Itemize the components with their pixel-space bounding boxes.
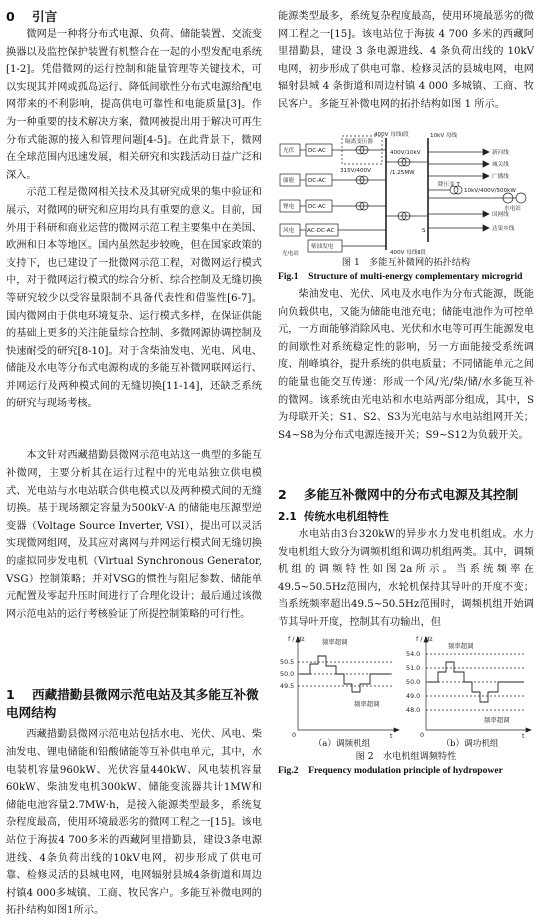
svg-text:频率超调: 频率超调 bbox=[448, 642, 474, 650]
svg-text:隔离变压器: 隔离变压器 bbox=[345, 139, 373, 145]
microgrid-topology-diagram bbox=[278, 132, 534, 256]
svg-text:10kV/400V/500kW: 10kV/400V/500kW bbox=[464, 188, 516, 194]
section-1-paragraph-1-cont: 能源类型最多，系统复杂程度最高，使用环境最恶劣的微网工程之一[15]。该电站位于海拔 4 700 多米的西藏阿里措勤县，建设 3 条电源进线、4 条负荷出线的 10kV 电网，初步形成了供电可靠、检修灵活的县城电网，电网辐射县城 4 条街道和周边村镇 4 000 多城镇、工商、牧民客户。多能互补微电网的拓扑结构如图 1 所示。 bbox=[278, 11, 534, 110]
svg-text:广播线: 广播线 bbox=[492, 174, 509, 180]
svg-text:S: S bbox=[422, 228, 426, 234]
svg-text:400V 母线Ⅰ段: 400V 母线Ⅰ段 bbox=[374, 132, 409, 138]
svg-text:f / Hz: f / Hz bbox=[416, 635, 433, 643]
section-1-paragraph-1: 西藏措勤县微网示范电站包括水电、光伏、风电、柴油发电、锂电储能和铅酸储能等互补供电单元，其中，水电装机容量960kW、光伏容量440kW、风电装机容量60kW、柴油发电机300kW、储能变流器共计1MW和储能电池容量2.7MW·h，是接入能源类型最多，系统复杂程度最高，使用环境最恶劣的微网工程之一[15]。该电站位于海拔4 700多米的西藏阿里措勤县，建设3条电源进线、4条负荷出线的10kV电网，初步形成了供电可靠、检修灵活的县城电网，电网辐射县城4条街道和周边村镇4 000多城镇、工商、牧民客户。多能互补微电网的拓扑结构如图1所示。 bbox=[6, 729, 262, 917]
svg-text:t: t bbox=[522, 732, 525, 740]
intro-paragraph-1: 微网是一种将分布式电源、负荷、储能装置、交流变换器以及监控保护装置有机整合在一起的小型发配电系统[1-2]。凭借微网的运行控制和能量管理等关键技术，可以实现其并网或孤岛运行、降低间歇性分布式电源给配电网带来的不利影响，提高供电可靠性和电能质量[3]。作为一种重要的技术解决方案，微网被提出用于解决可再生分布式能源的接入和管理问题[4-5]。在此背景下，微网在全球范围内迅速发展，相关研究和实践活动日益广泛和深入。 bbox=[6, 29, 262, 181]
svg-text:达果乡线: 达果乡线 bbox=[492, 226, 515, 232]
intro-heading: 0 引言 bbox=[6, 9, 58, 24]
section-1-heading: 1 西藏措勤县微网示范电站及其多能互补微电网结构 bbox=[6, 687, 259, 721]
svg-text:DC-AC: DC-AC bbox=[308, 178, 326, 184]
figure-2-subcaptions: （a）调频机组 （b）调功机组 bbox=[313, 739, 499, 749]
svg-text:50.5: 50.5 bbox=[280, 658, 295, 666]
figure-2-caption: 图 2 水电机组调频特性 bbox=[355, 751, 457, 762]
svg-text:48.0: 48.0 bbox=[406, 706, 421, 714]
svg-text:AC-DC-AC: AC-DC-AC bbox=[307, 228, 335, 234]
svg-text:/1.25MW: /1.25MW bbox=[390, 170, 415, 176]
svg-text:f / Hz: f / Hz bbox=[288, 635, 305, 643]
section-2-1-paragraph-1: 水电站由3台320kW的异步水力发电机组成。水力发电机组大致分为调频机组和调功机组两类。其中，调频机组的调频特性如图2a所示。当系统频率在49.5~50.5Hz范围内，水轮机保持其导叶的开度不变；当系统频率超出49.5~50.5Hz范围时，调频机组开始调节其导叶开度，控制其有功输出，但 bbox=[278, 529, 534, 628]
svg-text:DC-AC: DC-AC bbox=[308, 148, 326, 154]
section-2-1-heading: 2.1 传统水电机组特性 bbox=[278, 511, 389, 523]
left-column bbox=[6, 8, 262, 917]
svg-text:0: 0 bbox=[292, 731, 297, 739]
intro-paragraph-2: 示范工程是微网相关技术及其研究成果的集中验证和展示，对微网的研究和应用均具有重要的意义。目前，国外用于科研和商业运营的微网示范工程主要集中在美国、欧洲和日本等地区。国内虽然起步较晚，但在国家政策的支持下，也已建设了一批微网示范工程，对微网运行模式中，对于微网运行模式的综合分析、综合控制及无缝切换等研究较少以受容量限制不具备代表性和借鉴性[6-7]。国内微网由于供电环境复杂、运行模式多样，在保证供能的基础上更多的关注能量综合控制、多微网源协调控制及快速耐受的研究[8-10]。对于含柴油发电、光电、风电、储能及水电等分布式电源构成的多能互补微网联网运行、并网运行及两种模式间的无缝切换[11-14]，还缺乏系统的研究与现场考核。 bbox=[6, 187, 262, 410]
svg-text:54.0: 54.0 bbox=[406, 650, 421, 658]
svg-text:降压变 T: 降压变 T bbox=[438, 182, 460, 188]
svg-text:新河线: 新河线 bbox=[492, 150, 509, 156]
svg-text:柴油发电: 柴油发电 bbox=[311, 244, 334, 250]
svg-text:城关线: 城关线 bbox=[492, 162, 509, 168]
figure-1 bbox=[278, 132, 534, 256]
svg-text:光伏: 光伏 bbox=[283, 148, 295, 154]
intro-paragraph-3: 本文针对西藏措勤县微网示范电站这一典型的多能互补微网，主要分析其在运行过程中的光电站独立供电模式、光电站与水电站联合供电模式以及两种模式间的无缝切换。基于现场额定容量为500kV·A 的储能电压源型逆变器（Voltage Source Inverter, VSI），提出可以灵活实现微网组网，及其应对离网与并网运行模式间无缝切换的虚拟同步发电机（Virtual Synchronous Generator, VSG）控制策略；并对VSG的惯性与阻尼参数、储能单元配置及零起升压时间进行了合理化设计；最后通过该微网示范电站的运行考核验证了所提控制策略的可行性。 bbox=[6, 450, 262, 620]
section-1-paragraph-2: 柴油发电、光伏、风电及水电作为分布式能源，既能向负载供电，又能为储能电池充电；储能电池作为可控单元，一方面能够消除风电、光伏和水电等可再生能源发电的间歇性对系统稳定性的影响，另一方面能接受系统调度、削峰填谷，提升系统的供电质量；不同储能单元之间的能量也能交互传递：形成一个风/光/柴/储/水多能互补的微网。该系统由光电站和水电站两部分组成，其中，S为母联开关；S1、S2、S3为光电站与水电站组网开关；S4~S8为分布式电源连接开关；S9~S12为负载开关。 bbox=[278, 289, 534, 441]
svg-text:49.5: 49.5 bbox=[280, 682, 295, 690]
svg-text:频率超调: 频率超调 bbox=[484, 716, 510, 724]
figure-2-caption-en: Fig.2 Frequency modulation principle of hydropower bbox=[278, 765, 503, 776]
figure-1-caption-en: Fig.1 Structure of multi-energy complementary microgrid bbox=[278, 271, 523, 282]
svg-text:t: t bbox=[390, 732, 393, 740]
svg-text:频率超调: 频率超调 bbox=[322, 638, 348, 646]
svg-text:0: 0 bbox=[420, 731, 425, 739]
section-2-heading: 2 多能互补微网中的分布式电源及其控制 bbox=[278, 487, 519, 502]
right-column bbox=[278, 8, 534, 778]
svg-text:50.0: 50.0 bbox=[280, 670, 295, 678]
svg-text:光电站: 光电站 bbox=[282, 251, 299, 257]
svg-text:DC-AC: DC-AC bbox=[308, 204, 326, 210]
svg-text:315V/400V: 315V/400V bbox=[340, 168, 371, 174]
frequency-modulation-chart bbox=[278, 634, 534, 738]
svg-text:10kV 母线: 10kV 母线 bbox=[430, 133, 458, 139]
svg-text:风电: 风电 bbox=[283, 228, 295, 234]
svg-text:50.0: 50.0 bbox=[406, 678, 421, 686]
svg-text:频率超调: 频率超调 bbox=[354, 700, 380, 708]
svg-text:49.0: 49.0 bbox=[406, 692, 421, 700]
svg-text:51.0: 51.0 bbox=[406, 664, 421, 672]
figure-1-caption: 图 1 多能互补微网的拓扑结构 bbox=[341, 257, 471, 268]
svg-text:400V/10kV: 400V/10kV bbox=[390, 150, 421, 156]
svg-text:400V 母线Ⅱ段: 400V 母线Ⅱ段 bbox=[390, 250, 426, 256]
svg-text:国网线: 国网线 bbox=[492, 212, 509, 218]
svg-text:锂电: 锂电 bbox=[283, 204, 295, 210]
svg-text:水电站: 水电站 bbox=[504, 206, 521, 212]
figure-2 bbox=[278, 634, 534, 738]
svg-text:储能: 储能 bbox=[283, 178, 295, 184]
